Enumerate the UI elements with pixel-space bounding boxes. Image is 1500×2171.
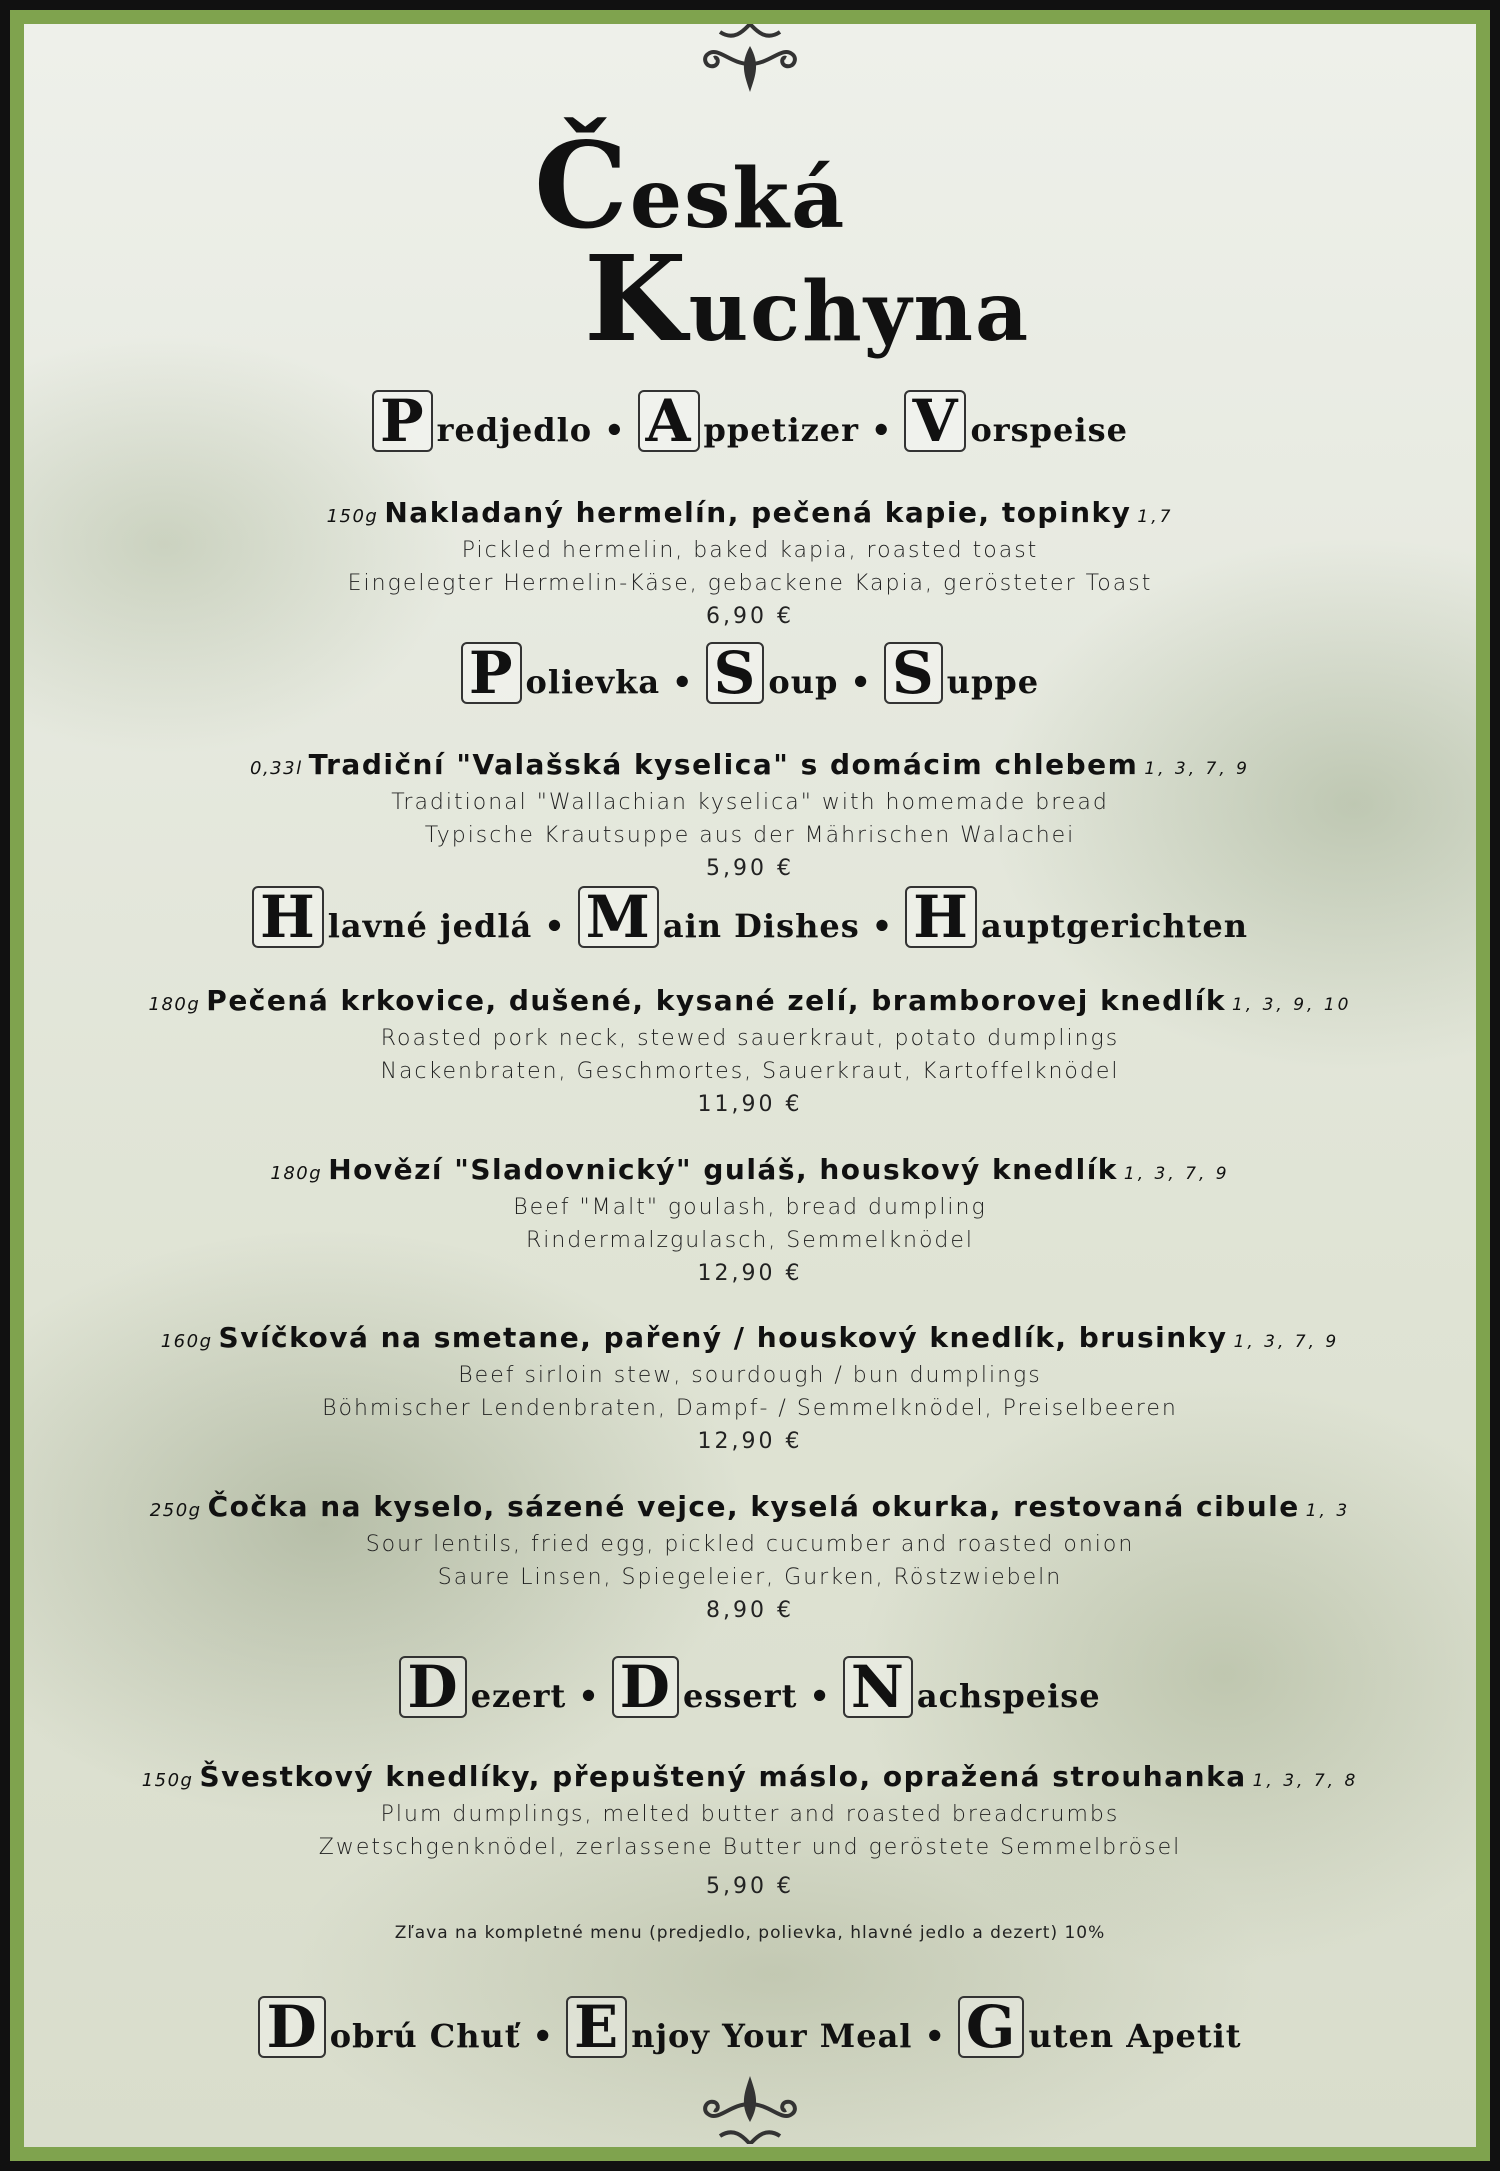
section-initial: V: [904, 390, 966, 452]
dish-allergens: 1, 3, 9, 10: [1231, 995, 1352, 1015]
section-separator: •: [871, 907, 894, 945]
section-main-dishes: [24, 883, 1476, 951]
title-initial-2: K: [584, 229, 689, 368]
dish-item: [24, 1321, 1476, 1458]
discount-note: Zľava na kompletné menu (predjedlo, polievka, hlavné jedlo a dezert) 10%: [394, 1923, 1106, 1943]
section-separator: •: [850, 663, 872, 701]
dish-name-line: [24, 1153, 1476, 1191]
section-initial: A: [638, 390, 700, 452]
dish-name-german: Saure Linsen, Spiegeleier, Gurken, Röstzwiebeln: [437, 1565, 1063, 1590]
dish-name-line: [24, 1490, 1476, 1528]
dish-name-english: Beef "Malt" goulash, bread dumpling: [513, 1195, 987, 1220]
section-initial: D: [399, 1656, 466, 1718]
section-dessert: [24, 1653, 1476, 1721]
dish-price: 8,90 €: [706, 1598, 794, 1623]
dish-name-german: Zwetschgenknödel, zerlassene Butter und geröstete Semmelbrösel: [318, 1835, 1182, 1860]
section-initial: H: [252, 886, 324, 948]
dish-name: Čočka na kyselo, sázené vejce, kyselá okurka, restovaná cibule: [207, 1490, 1300, 1523]
dish-price: 12,90 €: [697, 1261, 803, 1286]
title-initial-1: Č: [534, 116, 630, 255]
dish-name: Svíčková na smetane, pařený / houskový knedlík, brusinky: [218, 1321, 1228, 1354]
section-label-de: achspeise: [916, 1677, 1101, 1715]
dish-item: [24, 1760, 1476, 1903]
dish-weight: 150g: [141, 1770, 194, 1791]
dish-name-line: [24, 1321, 1476, 1359]
section-label-de: uten Apetit: [1028, 2017, 1242, 2055]
dish-price: 5,90 €: [706, 1874, 794, 1899]
dish-name-line: [24, 748, 1476, 786]
section-label-sk: olievka: [525, 663, 661, 701]
dish-item: [24, 496, 1476, 633]
dish-allergens: 1, 3, 7, 9: [1144, 759, 1250, 779]
dish-name-german: Typische Krautsuppe aus der Mährischen Walachei: [424, 823, 1076, 848]
section-label-de: orspeise: [970, 411, 1128, 449]
dish-weight: 160g: [160, 1331, 213, 1352]
dish-weight: 180g: [148, 994, 201, 1015]
section-initial: S: [706, 642, 765, 704]
section-separator: •: [604, 411, 626, 449]
dish-name: Tradiční "Valašská kyselica" s domácim chlebem: [308, 748, 1139, 781]
dish-allergens: 1, 3, 7, 8: [1252, 1771, 1359, 1791]
dish-price: 11,90 €: [697, 1092, 803, 1117]
fleur-de-lis-ornament-icon: [700, 2074, 800, 2144]
dish-allergens: 1, 3, 7, 9: [1123, 1164, 1230, 1184]
section-initial: H: [905, 886, 977, 948]
section-separator: •: [870, 411, 893, 449]
dish-allergens: 1,7: [1137, 507, 1174, 527]
dish-weight: 250g: [149, 1500, 202, 1521]
section-initial: D: [258, 1996, 325, 2058]
dish-name: Nakladaný hermelín, pečená kapie, topinky: [384, 496, 1132, 529]
dish-name-english: Plum dumplings, melted butter and roasted breadcrumbs: [380, 1802, 1120, 1827]
dish-weight: 0,33l: [250, 758, 303, 779]
dish-allergens: 1, 3: [1305, 1501, 1351, 1521]
section-initial: P: [461, 642, 522, 704]
section-label-en: ppetizer: [703, 411, 859, 449]
section-initial: N: [843, 1656, 913, 1718]
section-label-de: uppe: [946, 663, 1040, 701]
dish-name: Pečená krkovice, dušené, kysané zelí, bramborovej knedlík: [206, 984, 1226, 1017]
dish-name-english: Traditional "Wallachian kyselica" with homemade bread: [391, 790, 1109, 815]
dish-item: [24, 748, 1476, 885]
menu-paper: [24, 24, 1476, 2147]
section-initial: S: [884, 642, 943, 704]
section-initial: M: [578, 886, 659, 948]
dish-name-english: Pickled hermelin, baked kapia, roasted toast: [461, 538, 1039, 563]
title-text-1: eská: [629, 151, 847, 247]
section-closing: [24, 1993, 1476, 2061]
fleur-de-lis-ornament-icon: [700, 24, 800, 94]
section-separator: •: [544, 907, 566, 945]
dish-name-english: Roasted pork neck, stewed sauerkraut, potato dumplings: [380, 1026, 1120, 1051]
menu-title-line-2: [584, 229, 1030, 368]
section-initial: D: [612, 1656, 679, 1718]
section-label-sk: lavné jedlá: [327, 907, 533, 945]
dish-price: 6,90 €: [706, 604, 794, 629]
dish-name-german: Nackenbraten, Geschmortes, Sauerkraut, Kartoffelknödel: [380, 1059, 1120, 1084]
section-label-en: oup: [768, 663, 839, 701]
section-appetizer: [24, 387, 1476, 455]
section-initial: E: [566, 1996, 627, 2058]
dish-allergens: 1, 3, 7, 9: [1233, 1332, 1340, 1352]
dish-item: [24, 1490, 1476, 1627]
dish-name-german: Böhmischer Lendenbraten, Dampf- / Semmelknödel, Preiselbeeren: [322, 1396, 1178, 1421]
dish-name-english: Sour lentils, fried egg, pickled cucumber and roasted onion: [365, 1532, 1135, 1557]
section-label-sk: redjedlo: [436, 411, 593, 449]
dish-name-german: Eingelegter Hermelin-Käse, gebackene Kapia, gerösteter Toast: [347, 571, 1153, 596]
section-separator: •: [672, 663, 694, 701]
section-separator: •: [924, 2017, 946, 2055]
dish-name-german: Rindermalzgulasch, Semmelknödel: [525, 1228, 975, 1253]
dish-weight: 180g: [270, 1163, 323, 1184]
section-soup: [24, 639, 1476, 707]
dish-name-line: [24, 984, 1476, 1022]
dish-weight: 150g: [326, 506, 379, 527]
section-label-sk: ezert: [470, 1677, 567, 1715]
section-separator: •: [809, 1677, 831, 1715]
dish-name-line: [24, 496, 1476, 534]
section-separator: •: [532, 2017, 554, 2055]
dish-name: Hovězí "Sladovnický" guláš, houskový knedlík: [328, 1153, 1118, 1186]
section-label-sk: obrú Chuť: [329, 2017, 521, 2055]
dish-name-english: Beef sirloin stew, sourdough / bun dumplings: [458, 1363, 1042, 1388]
dish-item: [24, 1153, 1476, 1290]
dish-price: 5,90 €: [706, 856, 794, 881]
section-label-en: njoy Your Meal: [631, 2017, 913, 2055]
section-initial: P: [372, 390, 433, 452]
section-separator: •: [578, 1677, 600, 1715]
dish-name: Švestkový knedlíky, přepuštený máslo, opražená strouhanka: [199, 1760, 1247, 1793]
title-text-2: uchyna: [688, 264, 1031, 360]
dish-item: [24, 984, 1476, 1121]
dish-price: 12,90 €: [697, 1429, 803, 1454]
section-label-de: auptgerichten: [980, 907, 1249, 945]
section-initial: G: [958, 1996, 1025, 2058]
section-label-en: ain Dishes: [662, 907, 860, 945]
section-label-en: essert: [682, 1677, 798, 1715]
dish-name-line: [24, 1760, 1476, 1798]
